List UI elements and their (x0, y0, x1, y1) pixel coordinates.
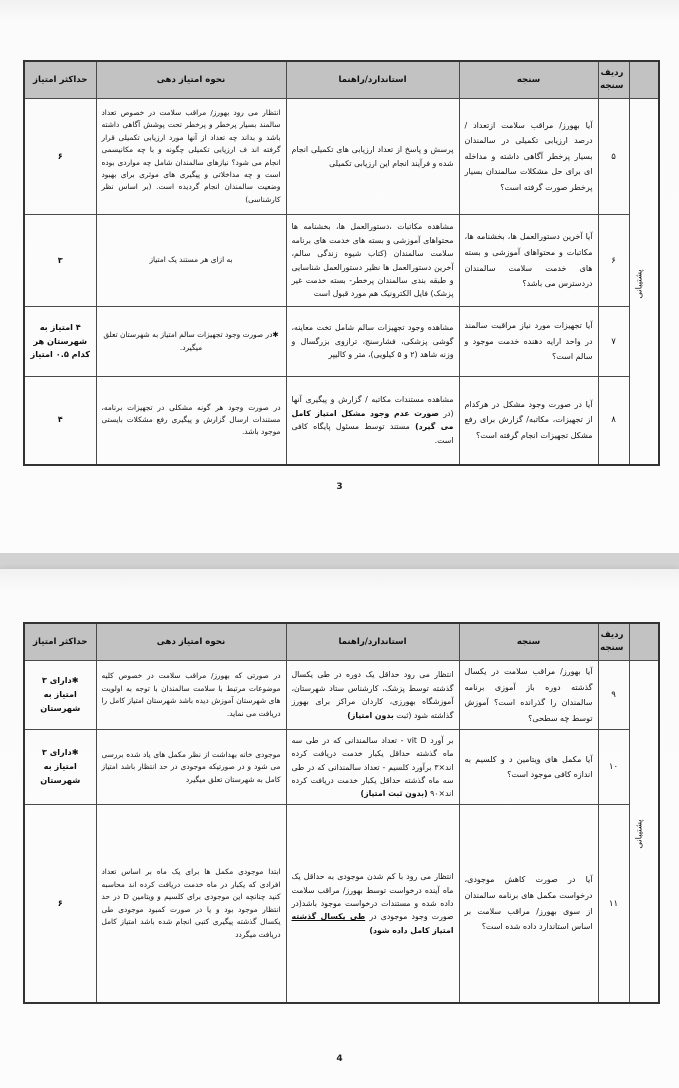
text-segment: ۶ (57, 150, 63, 161)
column-header-max-score: حداکثر امتیاز (24, 61, 96, 99)
text-segment: ۶ (57, 897, 63, 908)
column-header-group (629, 623, 659, 661)
column-header-measure: سنجه (459, 61, 598, 99)
text-segment: ۳ (57, 254, 63, 265)
scoring-cell (96, 307, 286, 377)
table-row (24, 99, 659, 215)
page-divider (0, 553, 679, 569)
text-segment: مشاهده مستندات مکاتبه / گزارش و پیگیری آنها (در (291, 395, 454, 418)
page-number: 4 (336, 1054, 343, 1064)
column-header-row-id: ردیف سنجه (598, 61, 629, 99)
text-segment: آیا آخرین دستورالعمل ها، بخشنامه ها، مکاتبات و محتواهای آموزشی و بسته های خدمت سلامت سالمندان دردسترس می باشد؟ (464, 232, 593, 289)
text-segment: ۴ (57, 414, 63, 425)
measure-cell (459, 215, 598, 307)
evaluation-table (23, 622, 660, 1004)
text-segment: ۴ امتیاز به شهرستان هر کدام ۰.۵ امتیاز (30, 321, 90, 360)
text-segment: آیا تجهیزات مورد نیاز مراقبت سالمند در واحد ارایه دهنده خدمت موجود و سالم است؟ (464, 321, 593, 362)
column-header-row-id: ردیف سنجه (598, 623, 629, 661)
standard-cell (286, 215, 459, 307)
table-row (24, 661, 659, 730)
measure-cell (459, 307, 598, 377)
row-id-cell: ۱۰ (598, 730, 629, 805)
column-header-measure: سنجه (459, 623, 598, 661)
standard-cell (286, 805, 459, 1003)
measure-cell (459, 661, 598, 730)
page-number: 3 (336, 482, 343, 492)
table-row (24, 215, 659, 307)
text-segment: انتظار می رود حداقل یک دوره در طی یکسال گذشته توسط پزشک، کارشناس ستاد شهرستان، آموزشگاه بهورزی، کاردان مراکز برای بهورز گذاشته شود (ثبت (291, 670, 454, 720)
text-segment: ✱دارای ۳ امتیاز به شهرستان (40, 747, 81, 786)
scoring-cell (96, 377, 286, 465)
column-header-scoring: نحوه امتیاز دهی (96, 623, 286, 661)
table-row (24, 377, 659, 465)
text-segment: پرسش و پاسخ از تعداد ارزیابی های تکمیلی انجام شده و فرآیند انجام این ارزیابی تکمیلی (291, 145, 454, 168)
text-segment: مشاهده وجود تجهیزات سالم شامل تخت معاینه، گوشی پزشکی، فشارسنج، ترازوی بزرگسال و وزنه شاهد (۲ و ۵ کیلویی)، متر و کالیپر (291, 323, 454, 360)
text-segment: انتظار می رود با کم شدن موجودی به حداقل یک ماه آینده درخواست توسط بهورز/ مراقب سلامت داده شده و مستندات درخواست موجود باشد(در صورت وجود موجودی در (291, 872, 454, 922)
column-header-standard: استاندارد/راهنما (286, 61, 459, 99)
scoring-cell (96, 730, 286, 805)
text-segment: آیا بهورز/ مراقب سلامت در یکسال گذشته دوره باز آموزی برنامه سالمندان را گذرانده است؟ آموزش توسط چه سطحی؟ (464, 667, 593, 723)
standard-cell (286, 307, 459, 377)
text-segment: امتیاز کامل داده شود) (369, 925, 454, 935)
group-label: پشتیبانی (633, 269, 644, 299)
max-score-cell (24, 377, 96, 465)
text-segment: ✱در صورت وجود تجهیزات سالم امتیاز به شهرستان تعلق میگیرد. (103, 330, 279, 352)
standard-cell (286, 99, 459, 215)
group-label-cell (629, 99, 659, 465)
max-score-cell (24, 805, 96, 1003)
row-id-cell: ۸ (598, 377, 629, 465)
row-id-cell: ۷ (598, 307, 629, 377)
column-header-scoring: نحوه امتیاز دهی (96, 61, 286, 99)
text-segment: در صورتی که بهورز/ مراقب سلامت در خصوص کلیه موضوعات مرتبط با سلامت سالمندان با توجه به اولویت های شهرستان آموزش دیده باشد شهرستان امتیاز کامل را دریافت می نماید. (101, 671, 281, 718)
text-segment: انتظار می رود بهورز/ مراقب سلامت در خصوص تعداد سالمند بسیار پرخطر و پرخطر تحت پوشش آگاهی داشته باشد و بداند چه تعداد از آنها مورد ارزیابی تکمیلی قرار گرفته اند ف ارزیابی تکمیلی چگونه و با چه مکانیسمی انجام می شود؟ نیازهای سالمندان شامل چه مواردی بوده است و چه مداخلاتی و پیگیری های موثری برای بهبود وضعیت سالمندان انجام گردیده است. (بر اساس نظر کارشناسی) (101, 107, 281, 204)
text-segment: آیا در صورت وجود مشکل در هرکدام از تجهیزات، مکاتبه/ گزارش برای رفع مشکل تجهیزات انجام گرفته است؟ (464, 399, 593, 441)
group-label-cell (629, 661, 659, 1003)
measure-cell (459, 730, 598, 805)
row-id-cell: ۵ (598, 99, 629, 215)
table-row (24, 805, 659, 1003)
row-id-cell: ۱۱ (598, 805, 629, 1003)
document-page-4 (0, 569, 679, 1088)
table-row (24, 730, 659, 805)
text-segment: مشاهده مکاتبات ،دستورالعمل ها، بخشنامه ها محتواهای آموزشی و بسته های خدمت های برنامه سلامت سالمندان (کتاب شیوه زندگی سالم، آخرین دستورالعمل ها نظیر دستورالعمل شناسایی و طبقه بندی سالمندان پرخطر- بسته خدمت غیر پزشک) فایل الکترونیک هم مورد قبول است (291, 222, 454, 299)
scoring-cell (96, 661, 286, 730)
text-segment: در صورت وجود هر گونه مشکلی در تجهیزات برنامه، مستندات ارسال گزارش و پیگیری رفع مشکلات بایستی موجود باشد. (101, 402, 281, 437)
max-score-cell (24, 215, 96, 307)
evaluation-table-page-3 (23, 60, 658, 466)
max-score-cell (24, 661, 96, 730)
max-score-cell (24, 730, 96, 805)
text-segment: صورت عدم وجود مشکل امتیاز کامل می گیرد) (291, 408, 454, 432)
row-id-cell: ۶ (598, 215, 629, 307)
table-row (24, 307, 659, 377)
text-segment: آیا مکمل های ویتامین د و کلسیم به اندازه کافی موجود است؟ (464, 754, 593, 780)
standard-cell (286, 661, 459, 730)
measure-cell (459, 805, 598, 1003)
max-score-cell (24, 99, 96, 215)
column-header-group (629, 61, 659, 99)
text-segment: آیا در صورت کاهش موجودی، درخواست مکمل های برنامه سالمندان از سوی بهورز/ مراقب سلامت بر اساس استاندارد داده شده است؟ (464, 875, 593, 932)
group-label: پشتیبانی (633, 819, 644, 849)
measure-cell (459, 377, 598, 465)
scoring-cell (96, 215, 286, 307)
text-segment: بدون امتیاز) (347, 710, 394, 720)
evaluation-table (23, 60, 660, 466)
text-segment: مستند توسط مسئول پایگاه کافی است. (291, 422, 454, 445)
evaluation-table-page-4 (23, 622, 658, 1004)
column-header-standard: استاندارد/راهنما (286, 623, 459, 661)
text-segment: ابتدا موجودی مکمل ها برای یک ماه بر اساس تعداد افرادی که یکبار در ماه خدمت دریافت کرده اند محاسبه کنید چنانچه این موجودی برای کلسیم و ویتامین D در حد انتظار موجود بود و یا در صورت کمبود موجودی طی یکسال گذشته پیگیری کتبی انجام شده باشد امتیاز کامل دریافت میگردد (101, 867, 281, 939)
text-segment: طی یکسال گذشته (291, 912, 366, 922)
measure-cell (459, 99, 598, 215)
scoring-cell (96, 99, 286, 215)
row-id-cell: ۹ (598, 661, 629, 730)
text-segment: موجودی خانه بهداشت از نظر مکمل های یاد شده بررسی می شود و در صورتیکه موجودی در حد انتظار باشد امتیاز کامل به شهرستان تعلق میگیرد (101, 749, 281, 784)
max-score-cell (24, 307, 96, 377)
text-segment: به ازای هر مستند یک امتیاز (149, 255, 233, 265)
standard-cell (286, 377, 459, 465)
text-segment: بر آورد vit D - تعداد سالمندانی که در طی سه ماه گذشته حداقل یکبار خدمت دریافت کرده اند×۳ برآورد کلسیم - تعداد سالمندانی که در طی سه ماه گذشته حداقل یکبار خدمت دریافت کرده اند×۹۰ (291, 735, 454, 799)
text-segment: ✱دارای ۳ امتیاز به شهرستان (40, 675, 81, 714)
scoring-cell (96, 805, 286, 1003)
text-segment: آیا بهورز/ مراقب سلامت ازتعداد / درصد ارزیابی تکمیلی در سالمندان بسیار پرخطر آگاهی داشته و مداخله ای برای حل مشکلات سالمندان بسیار پرخطر صورت گرفته است؟ (464, 120, 593, 192)
column-header-max-score: حداکثر امتیاز (24, 623, 96, 661)
standard-cell (286, 730, 459, 805)
text-segment: (بدون ثبت امتیاز) (360, 789, 428, 799)
